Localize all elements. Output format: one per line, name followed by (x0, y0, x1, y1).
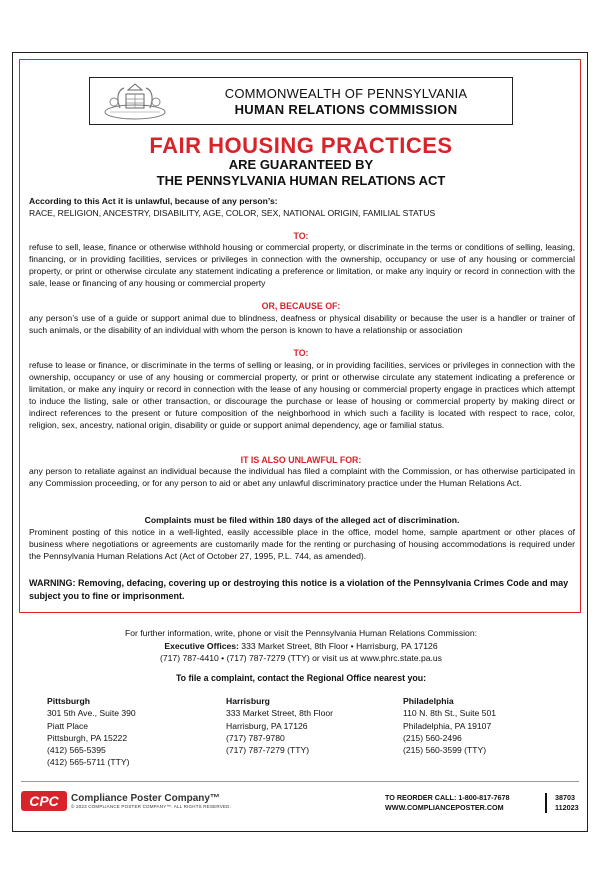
reorder-phone: TO REORDER CALL: 1-800-817-7678 (385, 793, 510, 802)
section-heading-because: OR, BECAUSE OF: (261, 301, 341, 311)
office-line: 301 5th Ave., Suite 390 (47, 708, 136, 719)
warning-divider (19, 612, 581, 613)
footer-divider (21, 781, 579, 782)
contact-phone-web: (717) 787-4410 • (717) 787-7279 (TTY) or visit us at www.phrc.state.pa.us (160, 653, 442, 663)
regional-offices-heading: To file a complaint, contact the Regional Office nearest you: (175, 673, 427, 683)
subtitle-2: THE PENNSYLVANIA HUMAN RELATIONS ACT (156, 173, 446, 188)
office-line: (717) 787-7279 (TTY) (226, 745, 310, 756)
protected-classes: RACE, RELIGION, ANCESTRY, DISABILITY, AGE, COLOR, SEX, NATIONAL ORIGIN, FAMILIAL STATUS (29, 208, 436, 219)
office-line: 333 Market Street, 8th Floor (226, 708, 333, 719)
executive-offices (13, 640, 589, 653)
office-line: (717) 787-9780 (226, 732, 285, 743)
page-title: FAIR HOUSING PRACTICES (149, 133, 453, 158)
office-name: Philadelphia (403, 696, 454, 706)
office-name: Harrisburg (226, 696, 270, 706)
section-text-to-1: refuse to sell, lease, finance or otherwise withhold housing or commercial property, or discriminate in the terms or conditions of selling, leasing, financing, or in providing facilities, services or privileges in connection with the ownership, occupancy or use of any housing or commercial property, or print or otherwise circulate any statement indicating a preference or limitation, or make any inquiry or record in connection with the sale, lease or financing of any housing or commercial property (29, 242, 575, 289)
office-philadelphia (403, 695, 496, 756)
office-harrisburg (226, 695, 333, 756)
contact-block (13, 627, 589, 665)
office-pittsburgh (47, 695, 136, 769)
revision-code: 112023 (555, 803, 579, 812)
commission-header (89, 77, 513, 125)
office-line: (412) 565-5711 (TTY) (47, 757, 130, 768)
copyright: © 2023 COMPLIANCE POSTER COMPANY™. ALL RIGHTS RESERVED. (71, 804, 232, 809)
reorder-info (385, 793, 510, 813)
executive-offices-label: Executive Offices: (164, 640, 239, 651)
executive-offices-address: 333 Market Street, 8th Floor • Harrisburg, PA 17126 (238, 640, 438, 651)
posting-requirement-text: Prominent posting of this notice in a well-lighted, easily accessible place in the office, model home, sample apartment or other places of business where negotiations or agreements are customarily made for the renting or purchasing of housing accommodations is required under the Pennsylvania Human Relations Act (Act of October 27, 1995, P.L. 744, as amended). (29, 527, 575, 562)
office-line: (215) 560-3599 (TTY) (403, 745, 487, 756)
pennsylvania-seal-icon (90, 78, 180, 124)
header-line-2: HUMAN RELATIONS COMMISSION (234, 101, 458, 117)
section-heading-also-unlawful: IT IS ALSO UNLAWFUL FOR: (240, 455, 362, 465)
subtitle-1: ARE GUARANTEED BY (228, 157, 374, 172)
office-line: Philadelphia, PA 19107 (403, 720, 492, 731)
office-line: (412) 565-5395 (47, 745, 106, 756)
office-line: Pittsburgh, PA 15222 (47, 732, 128, 743)
complaints-heading: Complaints must be filed within 180 days of the alleged act of discrimination. (144, 515, 460, 525)
section-heading-to-1: TO: (293, 231, 309, 241)
poster-code: 38703 (555, 793, 575, 802)
cpc-logo-text: CPC (29, 793, 59, 809)
cpc-logo (21, 791, 231, 811)
company-name: Compliance Poster Company™ (71, 793, 220, 804)
section-heading-to-2: TO: (293, 348, 309, 358)
header-line-1: COMMONWEALTH OF PENNSYLVANIA (224, 85, 468, 101)
office-line: (215) 560-2496 (403, 732, 462, 743)
section-text-also-unlawful: any person to retaliate against an individual because the individual has filed a complaint with the Commission, or has otherwise participated in any Commission proceeding, or for any person to aid or abet any unlawful discriminatory practice under the Human Relations Act. (29, 466, 575, 489)
warning-notice: WARNING: Removing, defacing, covering up or destroying this notice is a violation of the Pennsylvania Crimes Code and may subject you to fine or imprisonment. (29, 578, 569, 601)
contact-intro: For further information, write, phone or visit the Pennsylvania Human Relations Commission: (124, 628, 478, 638)
cpc-logo-icon (21, 791, 67, 811)
section-text-to-2: refuse to lease or finance, or discriminate in the terms of selling or leasing, or in providing facilities, services or privileges in connection with the ownership, occupancy or use of any housing or commercial property, or print or otherwise circulate any statement indicating a preference or limitation, or make any inquiry or record in connection with the lease of any housing or commercial property engage in practices which attempt to induce the listing, sale or other transaction, or discourage the purchase or lease of housing or commercial property by making direct or indirect references to the present or future composition of the neighborhood in which such a facility is located with respect to race, color, religion, sex, ancestry, national origin, disability or guide or support animal dependency, age or familial status. (29, 360, 575, 431)
intro-block (29, 195, 575, 219)
office-line: 110 N. 8th St., Suite 501 (403, 708, 496, 719)
office-name: Pittsburgh (47, 696, 90, 706)
office-line: Piatt Place (47, 720, 89, 731)
intro-lead: According to this Act it is unlawful, because of any person’s: (29, 196, 278, 206)
reorder-website: WWW.COMPLIANCEPOSTER.COM (385, 803, 504, 812)
poster-codes (545, 793, 579, 813)
poster-frame (12, 52, 588, 832)
section-text-because: any person’s use of a guide or support animal due to blindness, deafness or physical disability or because the user is a handler or trainer of such animals, or the disability of an individual with whom the person is known to have a relationship or association (29, 313, 575, 336)
office-line: Harrisburg, PA 17126 (226, 720, 308, 731)
